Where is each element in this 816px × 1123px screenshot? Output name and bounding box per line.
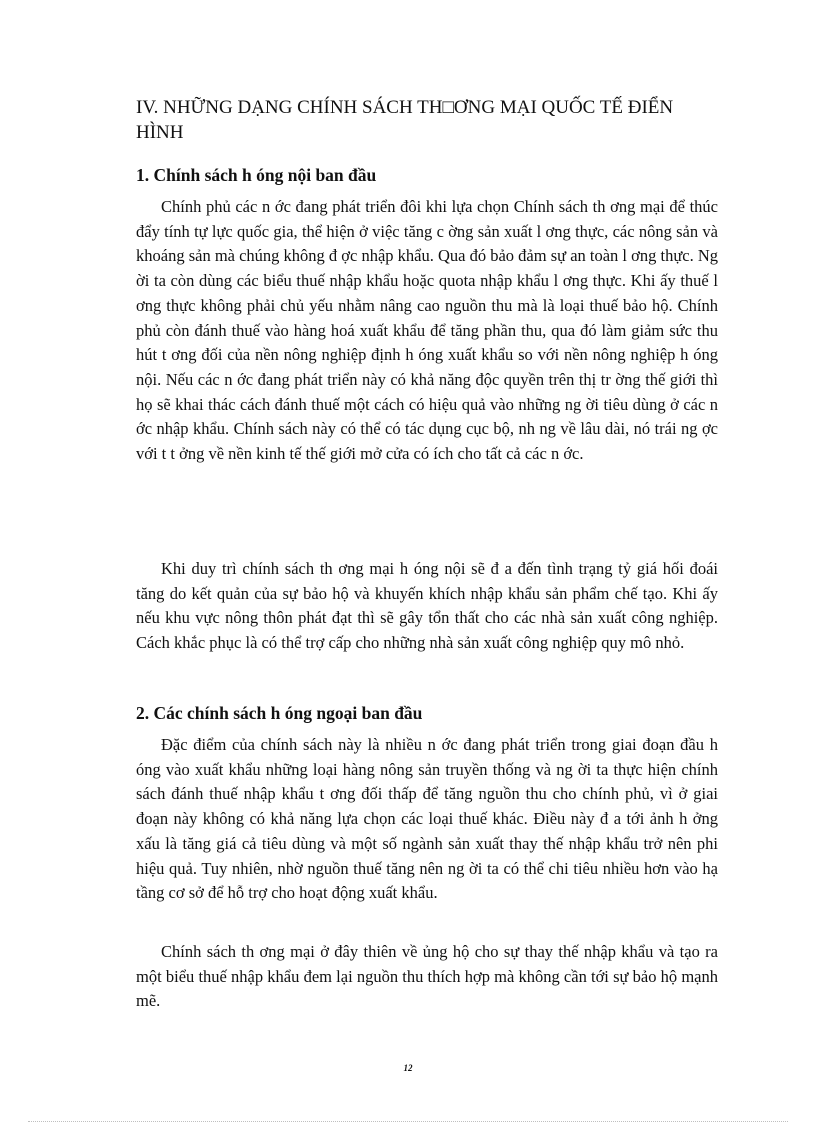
page-title: IV. NHỮNG DẠNG CHÍNH SÁCH TH□ƠNG MẠI QUỐC TẾ ĐIỂN HÌNH [136, 97, 674, 143]
section-2-paragraph-2: Chính sách th ơng mại ở đây thiên về ủng hộ cho sự thay thế nhập khẩu và tạo ra một biểu thuế nhập khẩu đem lại nguồn thu thích hợp mà không cần tới sự bảo hộ mạnh mẽ. [136, 942, 718, 1011]
section-2-heading: 2. Các chính sách h óng ngoại ban đầu [136, 703, 423, 723]
footer-divider [28, 1121, 788, 1122]
page-number: 12 [403, 1063, 413, 1073]
section-2-paragraph-1: Đặc điểm của chính sách này là nhiều n ớc đang phát triển trong giai đoạn đầu h óng vào xuất khẩu những loại hàng nông sản truyền thống và ng ời ta thực hiện chính sách đánh thuế nhập khẩu t ơng đối thấp để tăng nguồn thu cho chính phủ, vì ở giai đoạn này không có khả năng lựa chọn các loại thuế khác. Điều này đ a tới ảnh h ởng xấu là tăng giá cả tiêu dùng và một số ngành sản xuất thay thế nhập khẩu trở nên phi hiệu quả. Tuy nhiên, nhờ nguồn thuế tăng nên ng ời ta có thể chi tiêu nhiều hơn vào hạ tầng cơ sở để hỗ trợ cho hoạt động xuất khẩu. [136, 735, 718, 903]
section-1-heading: 1. Chính sách h óng nội ban đầu [136, 165, 377, 185]
section-1-paragraph-2: Khi duy trì chính sách th ơng mại h óng nội sẽ đ a đến tình trạng tỷ giá hối đoái tăng do kết quản của sự bảo hộ và khuyến khích nhập khẩu sản phẩm chế tạo. Khi ấy nếu khu vực nông thôn phát đạt thì sẽ gây tổn thất cho các nhà sản xuất công nghiệp. Cách khắc phục là có thể trợ cấp cho những nhà sản xuất công nghiệp quy mô nhỏ. [136, 559, 718, 653]
section-1-paragraph-1: Chính phủ các n ớc đang phát triển đôi khi lựa chọn Chính sách th ơng mại để thúc đẩy tính tự lực quốc gia, thể hiện ở việc tăng c ờng sản xuất l ơng thực, các nông sản và khoáng sản mà chúng không đ ợc nhập khẩu. Qua đó bảo đảm sự an toàn l ơng thực. Ng ời ta còn dùng các biểu thuế nhập khẩu hoặc quota nhập khẩu l ơng thực. Khi ấy thuế l ơng thực không phải chủ yếu nhằm nâng cao nguồn thu mà là loại thuế bảo hộ. Chính phủ còn đánh thuế vào hàng hoá xuất khẩu để tăng phần thu, qua đó làm giảm sức thu hút t ơng đối của nền nông nghiệp định h óng xuất khẩu so với nền nông nghiệp h óng nội. Nếu các n ớc đang phát triển này có khả năng độc quyền trên thị tr ờng thế giới thì họ sẽ khai thác cách đánh thuế một cách có hiệu quả vào những ng ời tiêu dùng ở các n ớc nhập khẩu. Chính sách này có thể có tác dụng cục bộ, nh ng về lâu dài, nó trái ng ợc với t t ởng về nền kinh tế thế giới mở cửa có ích cho tất cả các n ớc. [136, 197, 719, 464]
